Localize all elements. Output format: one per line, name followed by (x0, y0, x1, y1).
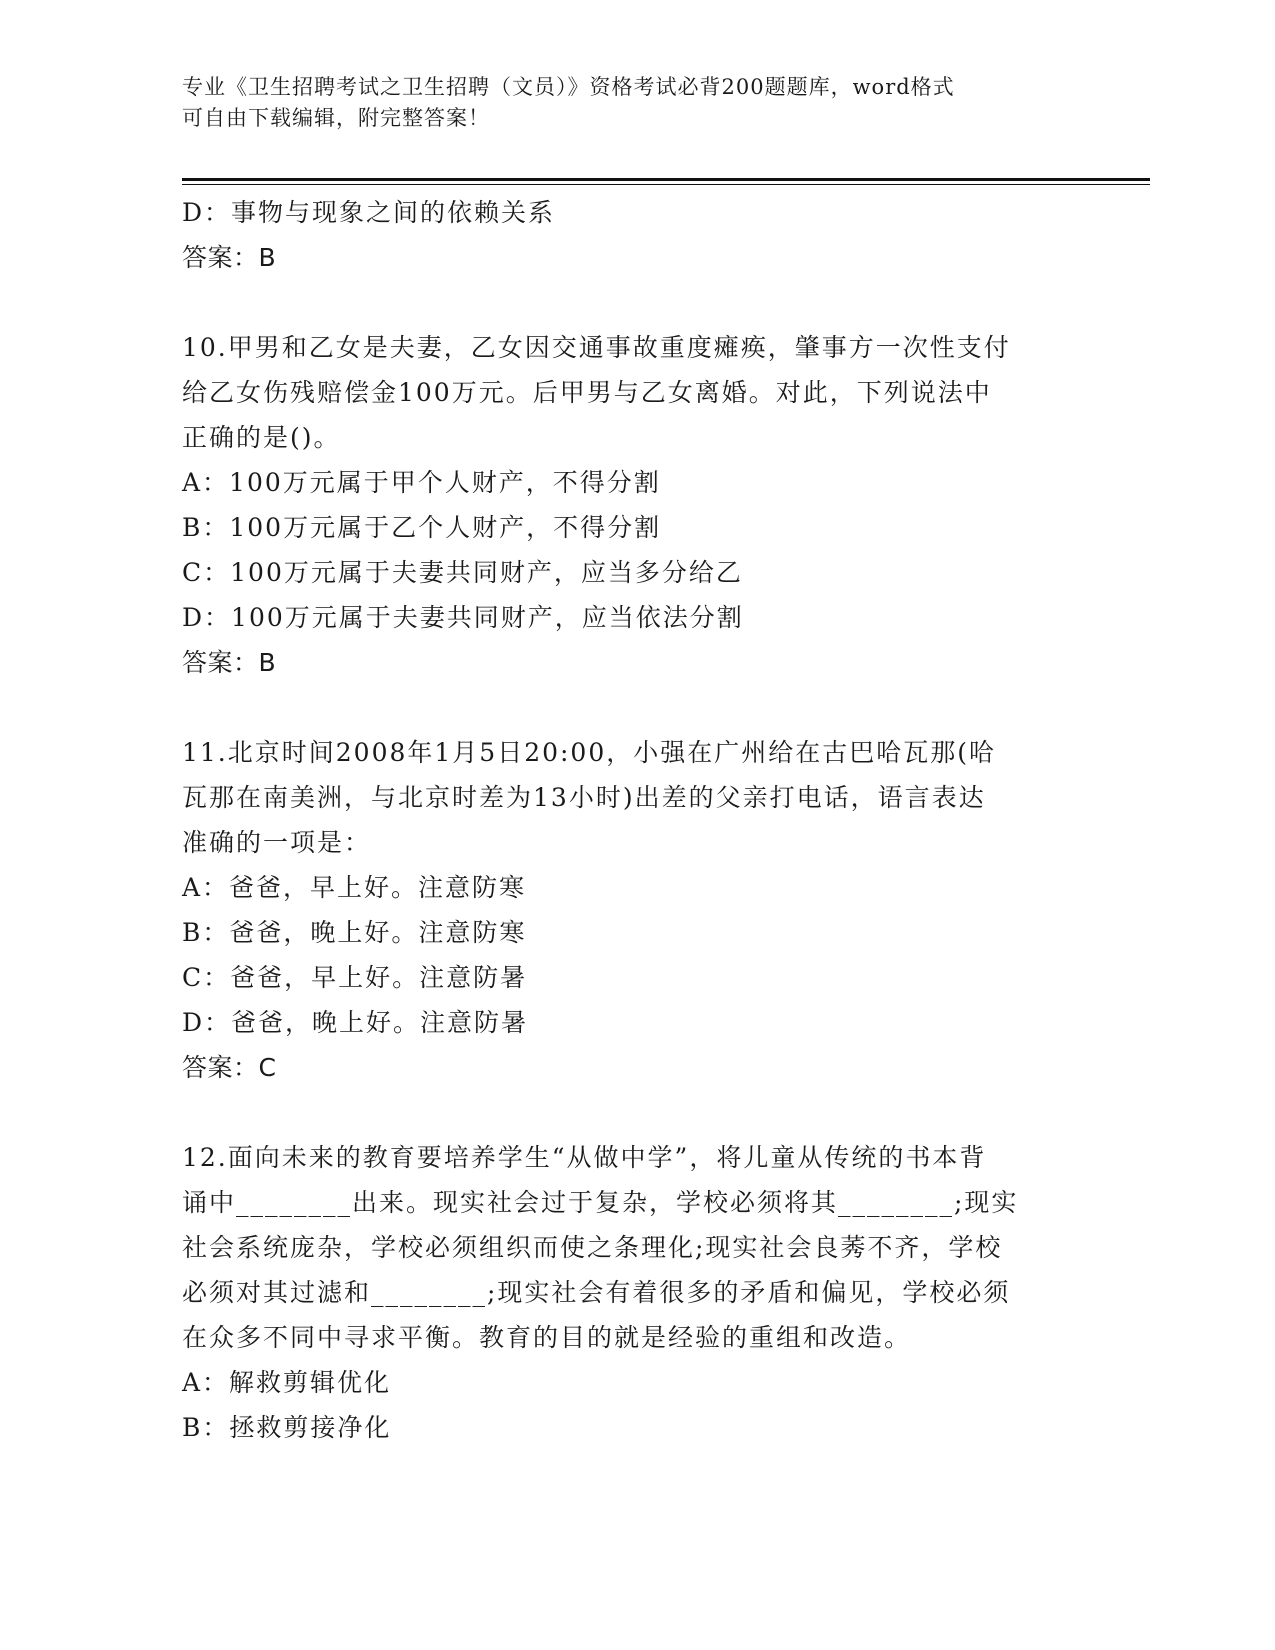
question-stem-line: 10.甲男和乙女是夫妻，乙女因交通事故重度瘫痪，肇事方一次性支付 (182, 333, 1011, 362)
question-stem-line: 给乙女伤残赔偿金100万元。后甲男与乙女离婚。对此，下列说法中 (182, 378, 992, 407)
spacer (182, 280, 1082, 325)
option-a: A：解救剪辑优化 (182, 1368, 392, 1397)
header-divider-thick (182, 178, 1150, 181)
answer-line: 答案：C (182, 1053, 277, 1082)
spacer (182, 1090, 1082, 1135)
option-b: B：拯救剪接净化 (182, 1413, 392, 1442)
answer-line: 答案：B (182, 243, 277, 272)
spacer (182, 685, 1082, 730)
answer-line: 答案：B (182, 648, 277, 677)
question-content (182, 190, 1082, 1450)
option-b: B：100万元属于乙个人财产，不得分割 (182, 513, 662, 542)
header-line-1: 专业《卫生招聘考试之卫生招聘（文员）》资格考试必背200题题库，word格式 (182, 75, 955, 99)
question-stem-line: 瓦那在南美洲，与北京时差为13小时)出差的父亲打电话，语言表达 (182, 783, 986, 812)
question-stem-line: 12.面向未来的教育要培养学生“从做中学”，将儿童从传统的书本背 (182, 1143, 987, 1172)
document-header (182, 72, 1062, 134)
question-stem-line: 正确的是()。 (182, 423, 341, 452)
question-stem-line: 必须对其过滤和________;现实社会有着很多的矛盾和偏见，学校必须 (182, 1278, 1011, 1307)
question-stem-line: 在众多不同中寻求平衡。教育的目的就是经验的重组和改造。 (182, 1323, 912, 1352)
option-d: D：事物与现象之间的依赖关系 (182, 198, 556, 227)
option-c: C：100万元属于夫妻共同财产，应当多分给乙 (182, 558, 743, 587)
question-11 (182, 730, 1082, 1090)
header-line-2: 可自由下载编辑，附完整答案！ (182, 106, 490, 130)
header-divider-thin (182, 184, 1150, 185)
question-10 (182, 325, 1082, 685)
option-a: A：100万元属于甲个人财产，不得分割 (182, 468, 661, 497)
question-stem-line: 诵中________出来。现实社会过于复杂，学校必须将其________;现实 (182, 1188, 1019, 1217)
previous-question-tail (182, 190, 1082, 280)
question-stem-line: 准确的一项是： (182, 828, 372, 857)
option-d: D：爸爸，晚上好。注意防暑 (182, 1008, 529, 1037)
option-c: C：爸爸，早上好。注意防暑 (182, 963, 528, 992)
option-a: A：爸爸，早上好。注意防寒 (182, 873, 527, 902)
question-stem-line: 社会系统庞杂，学校必须组织而使之条理化;现实社会良莠不齐，学校 (182, 1233, 1003, 1262)
question-12 (182, 1135, 1082, 1450)
question-stem-line: 11.北京时间2008年1月5日20:00，小强在广州给在古巴哈瓦那(哈 (182, 738, 996, 767)
option-b: B：爸爸，晚上好。注意防寒 (182, 918, 527, 947)
option-d: D：100万元属于夫妻共同财产，应当依法分割 (182, 603, 744, 632)
